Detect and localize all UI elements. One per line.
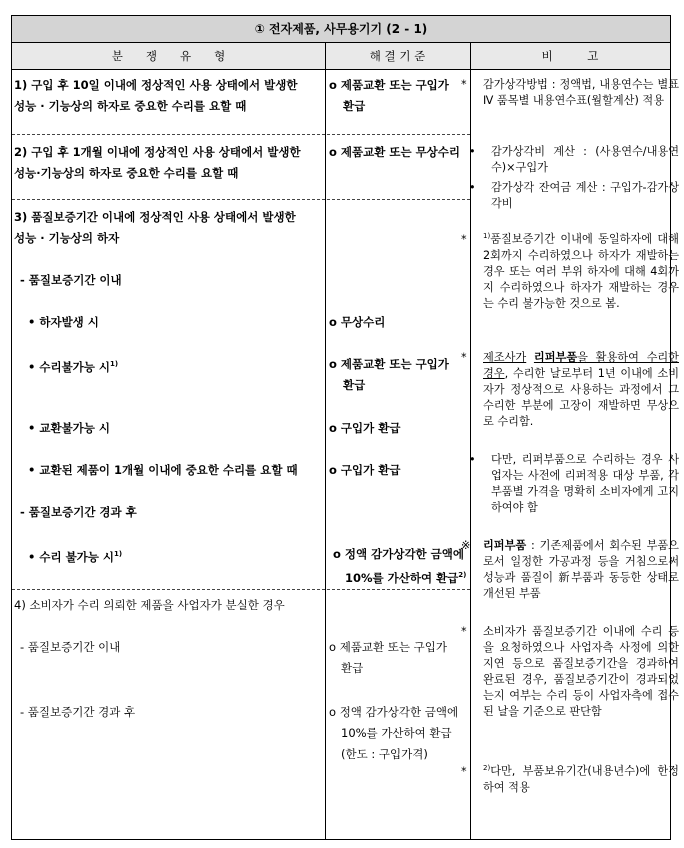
- row3-unrepairable-solution-line2: 환급: [343, 378, 366, 392]
- row3-unrepairable-label: • 수리불가능 시: [28, 359, 111, 374]
- row3-unrepairable: [28, 354, 118, 378]
- remark-marker: ※: [461, 539, 471, 552]
- row3-exchanged-repair-solution: o 구입가 환급: [329, 463, 401, 477]
- table-title: ① 전자제품, 사무용기기 (2 - 1): [12, 16, 670, 43]
- remark-text-bold: 리퍼부품: [483, 539, 527, 552]
- row3-defect-occurs: • 하자발생 시: [28, 315, 99, 329]
- row2-solution: o 제품교환 또는 무상수리: [329, 145, 461, 159]
- footnote-ref: 1): [114, 550, 123, 558]
- remark-text-underlined-bold: 리퍼부품: [533, 351, 578, 364]
- remark-text: 품질보증기간 이내에 동일하자에 대해 2회까지 수리하였으나 하자가 재발하는 경우 또는 여러 부위 하자에 대해 4회까지 수리하였으나 하자가 재발하는 경우는 수리 불가능한 것으로 봄.: [483, 232, 679, 310]
- remark-residual-calc: [469, 180, 679, 212]
- row3-after-unrepairable-label: • 수리 불가능 시: [28, 549, 115, 564]
- footnote-ref: 2): [458, 571, 467, 579]
- header-remarks: 비 고: [470, 43, 670, 70]
- remark-text: : 기존제품에서 회수된 부품으로서 일정한 가공과정 등을 거침으로써 성능과 품질이 新부품과 동등한 상태로 개선된 부품: [483, 539, 679, 600]
- row4-within-solution-line2: 환급: [341, 661, 364, 675]
- remark-text: , 수리한 날로부터 1년 이내에 소비자가 정상적으로 사용하는 과정에서 그 수리한 부분에 고장이 재발하면 무상으로 수리함.: [483, 367, 679, 428]
- row3-unrepairable-solution-line1: o 제품교환 또는 구입가: [329, 357, 449, 371]
- bullet-marker: •: [469, 181, 476, 194]
- row1-solution-line2: 환급: [343, 99, 366, 113]
- row-divider: [12, 589, 470, 590]
- row2-text-line2: 성능·기능상의 하자로 중요한 수리를 요할 때: [14, 166, 239, 180]
- row-divider: [12, 199, 470, 200]
- remark-text: 다만, 리퍼부품으로 수리하는 경우 사업자는 사전에 리퍼적용 대상 부품, 각 부품별 가격을 명확히 소비자에게 고지하여야 함: [491, 453, 679, 514]
- row3-sub-within-warranty: - 품질보증기간 이내: [20, 273, 122, 287]
- remark-text: 감가상각방법 : 정액법, 내용연수는 별표Ⅳ 품목별 내용연수표(월할계산) 적용: [483, 78, 679, 107]
- bullet-marker: •: [469, 145, 476, 158]
- bullet-marker: •: [469, 453, 476, 466]
- row2-text-line1: 2) 구입 후 1개월 이내에 정상적인 사용 상태에서 발생한: [14, 145, 301, 159]
- remark-text: 소비자가 품질보증기간 이내에 수리 등을 요청하였으나 사업자측 사정에 의한 지연 등으로 품질보증기간을 경과하여 완료된 경우, 품질보증기간이 경과되었는지 여부는 수리 등이 사업자측에 접수된 날을 기준으로 판단함: [483, 625, 679, 718]
- row4-text: 4) 소비자가 수리 의뢰한 제품을 사업자가 분실한 경우: [14, 598, 285, 612]
- row3-text-line1: 3) 품질보증기간 이내에 정상적인 사용 상태에서 발생한: [14, 210, 296, 224]
- remark-text: 감가상각 잔여금 계산 : 구입가-감가상각비: [491, 181, 679, 210]
- row-divider: [12, 134, 470, 135]
- column-divider: [470, 43, 471, 839]
- row3-exchanged-repair: • 교환된 제품이 1개월 이내에 중요한 수리를 요할 때: [28, 463, 298, 477]
- remark-text: 다만, 부품보유기간(내용년수)에 한정하여 적용: [483, 764, 679, 794]
- row3-after-solution-text: 10%를 가산하여 환급: [345, 570, 459, 585]
- remark-warranty-repair-limit: [461, 228, 679, 312]
- remark-refurbished-definition: [461, 538, 679, 602]
- row4-after-solution-line1: o 정액 감가상각한 금액에: [329, 705, 459, 719]
- row3-not-exchangeable: • 교환불가능 시: [28, 421, 111, 435]
- footnote-ref: 2): [483, 764, 491, 772]
- remark-marker: *: [461, 232, 467, 246]
- row4-sub-within-warranty: - 품질보증기간 이내: [20, 640, 121, 654]
- remark-depreciation-calc: [469, 144, 679, 176]
- footnote-ref: 1): [110, 360, 119, 368]
- row3-defect-solution: o 무상수리: [329, 315, 386, 329]
- row3-after-unrepairable: [28, 544, 122, 568]
- remark-marker: *: [461, 625, 467, 638]
- dispute-table: [11, 15, 679, 840]
- remark-text: 감가상각비 계산 : (사용연수/내용연수)×구입가: [491, 145, 679, 174]
- remark-parts-retention: [461, 760, 679, 796]
- header-dispute-type: 분 쟁 유 형: [12, 43, 325, 70]
- remark-refurbished-notice: [469, 452, 679, 516]
- row1-text-line1: 1) 구입 후 10일 이내에 정상적인 사용 상태에서 발생한: [14, 78, 298, 92]
- row4-after-solution-line3: (한도 : 구입가격): [341, 747, 428, 761]
- column-divider: [325, 43, 326, 839]
- row4-within-solution-line1: o 제품교환 또는 구입가: [329, 640, 447, 654]
- remark-marker: *: [461, 78, 467, 91]
- remark-refurbished-repair: [461, 350, 679, 430]
- remark-warranty-delay: [461, 624, 679, 720]
- row4-sub-after-warranty: - 품질보증기간 경과 후: [20, 705, 136, 719]
- remark-depreciation-method: [461, 77, 679, 109]
- remark-text-underlined: 을 활용하여 수리한 경우: [483, 351, 679, 380]
- row3-text-line2: 성능 · 기능상의 하자: [14, 231, 120, 245]
- row3-sub-after-warranty: - 품질보증기간 경과 후: [20, 505, 137, 519]
- footnote-ref: 1): [483, 232, 491, 240]
- remark-text-underlined: 제조사가: [483, 351, 527, 364]
- row1-solution-line1: o 제품교환 또는 구입가: [329, 78, 449, 92]
- row4-after-solution-line2: 10%를 가산하여 환급: [341, 726, 452, 740]
- remark-marker: *: [461, 351, 467, 364]
- remark-marker: *: [461, 764, 467, 778]
- header-resolution: 해 결 기 준: [325, 43, 470, 70]
- row3-after-solution-line1: o 정액 감가상각한 금액에: [333, 547, 465, 561]
- row3-not-exchangeable-solution: o 구입가 환급: [329, 421, 401, 435]
- row1-text-line2: 성능 · 기능상의 하자로 중요한 수리를 요할 때: [14, 99, 247, 113]
- row3-after-solution-line2: [345, 565, 466, 589]
